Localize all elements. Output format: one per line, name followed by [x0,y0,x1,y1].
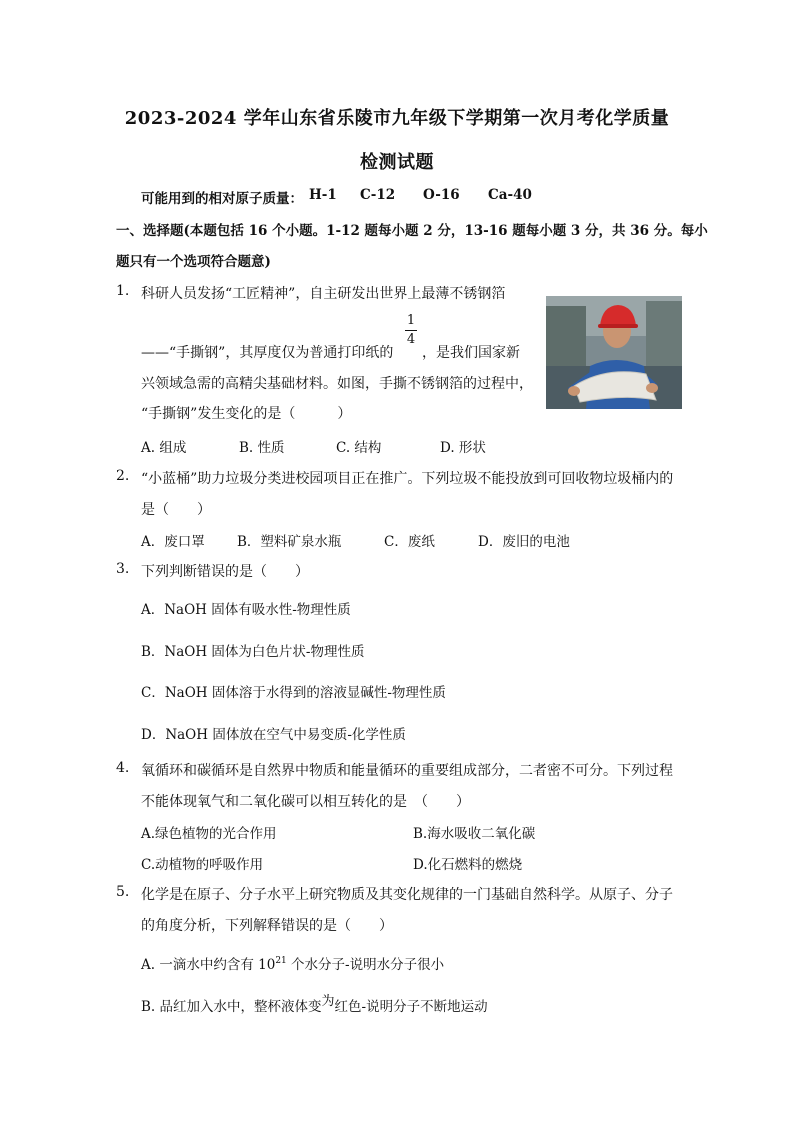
q2-number: 2. [116,468,130,484]
q4-line2: 不能体现氧气和二氧化碳可以相互转化的是 （ ） [141,794,470,810]
q3-option-a: A．NaOH 固体有吸水性-物理性质 [141,602,351,618]
fraction-bar [405,330,417,331]
q1-line1: 科研人员发扬“工匠精神”，自主研发出世界上最薄不锈钢箔 [141,286,506,302]
q5-option-b-text: B. 品红加入水中，整杯液体变 [141,999,322,1015]
q1-option-c: C. 结构 [336,440,382,456]
steel-foil-worker-photo [546,296,682,409]
worker-photo-illustration [546,296,682,409]
q3-option-b: B．NaOH 固体为白色片状-物理性质 [141,644,365,660]
q1-option-d: D. 形状 [440,440,486,456]
q5-number: 5. [116,884,130,900]
q2-option-a: A．废口罩 [141,534,205,550]
q2-line1: “小蓝桶”助力垃圾分类进校园项目正在推广。下列垃圾不能投放到可回收物垃圾桶内的 [141,471,674,487]
q3-option-d: D．NaOH 固体放在空气中易变质-化学性质 [141,727,406,743]
q5-line1: 化学是在原子、分子水平上研究物质及其变化规律的一门基础自然科学。从原子、分子 [141,887,673,903]
q1-number: 1. [116,283,130,299]
q1-line2: ——“手撕钢”，其厚度仅为普通打印纸的 [141,345,394,361]
q5-option-b-tail: 红色-说明分子不断地运动 [334,999,488,1015]
atomic-mass-h: H-1 [309,187,337,203]
q4-option-c: C.动植物的呼吸作用 [141,857,264,873]
q1-option-b: B. 性质 [239,440,285,456]
q4-option-a: A.绿色植物的光合作用 [141,826,277,842]
q4-option-d: D.化石燃料的燃烧 [413,857,523,873]
atomic-mass-o: O-16 [423,187,460,203]
q5-option-a-exponent: 21 [275,956,287,966]
q1-option-a: A. 组成 [141,440,187,456]
q4-option-b: B.海水吸收二氧化碳 [413,826,536,842]
q5-option-a-tail: 个水分子-说明水分子很小 [286,957,445,973]
page-title-line1: 2023-2024 学年山东省乐陵市九年级下学期第一次月考化学质量 [124,108,670,129]
q1-fraction-denominator: 4 [406,332,416,347]
atomic-mass-label: 可能用到的相对原子质量： [141,191,303,207]
q1-fraction [405,314,417,347]
q1-line2-tail: ，是我们国家新 [422,345,520,361]
q5-option-a-text: A. 一滴水中约含有 10 [141,957,276,973]
q5-line2: 的角度分析，下列解释错误的是（ ） [141,918,393,934]
q5-option-b [141,995,488,1015]
section1-heading-line2: 题只有一个选项符合题意) [116,254,271,270]
q5-option-b-raised-char: 为 [321,994,335,1009]
q2-line2: 是（ ） [141,502,211,518]
q1-line4: “手撕钢”发生变化的是（ ） [141,406,352,422]
q4-line1: 氧循环和碳循环是自然界中物质和能量循环的重要组成部分，二者密不可分。下列过程 [141,763,673,779]
q3-number: 3. [116,561,130,577]
q2-option-d: D．废旧的电池 [478,534,570,550]
q1-fraction-numerator: 1 [406,313,416,328]
section1-heading-line1: 一、选择题(本题包括 16 个小题。1-12 题每小题 2 分，13-16 题每小题 3 分，共 36 分。每小 [116,223,708,239]
q4-number: 4. [116,760,130,776]
q5-option-a [141,953,444,973]
q2-option-b: B．塑料矿泉水瓶 [237,534,342,550]
atomic-mass-ca: Ca-40 [488,187,532,203]
page-title-line2: 检测试题 [360,152,434,173]
q3-line1: 下列判断错误的是（ ） [141,564,309,580]
q2-option-c: C．废纸 [384,534,435,550]
q1-line3: 兴领域急需的高精尖基础材料。如图，手撕不锈钢箔的过程中， [141,376,533,392]
q3-option-c: C．NaOH 固体溶于水得到的溶液显碱性-物理性质 [141,685,446,701]
atomic-mass-c: C-12 [360,187,396,203]
